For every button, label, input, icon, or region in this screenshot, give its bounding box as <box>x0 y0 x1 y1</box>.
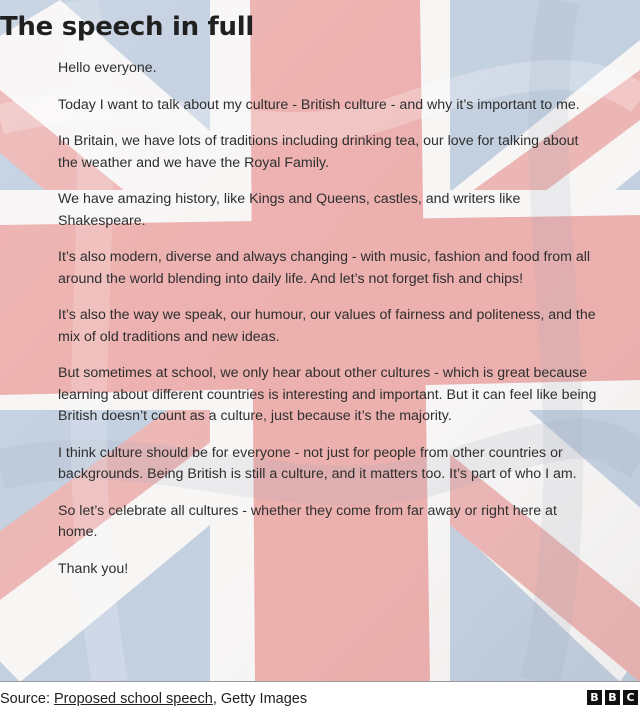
speech-paragraph: I think culture should be for everyone - not just for people from other countries or backgrounds. Being British is still a culture, and it matters too. It’s part of who I am. <box>58 444 577 482</box>
image-caption-footer <box>0 688 640 712</box>
footer-divider <box>0 681 640 682</box>
page-title: The speech in full <box>0 12 254 42</box>
speech-paragraph: Thank you! <box>58 560 129 577</box>
speech-paragraph: But sometimes at school, we only hear about other cultures - which is great because learning about different countries is interesting and important. But it can feel like being British doesn’t count as a culture, just because it’s the majority. <box>58 365 597 424</box>
speech-paragraph: In Britain, we have lots of traditions including drinking tea, our love for talking about the weather and we have the Royal Family. <box>58 133 579 171</box>
speech-paragraph: It’s also modern, diverse and always changing - with music, fashion and food from all around the world blending into daily life. And let’s not forget fish and chips! <box>58 249 591 287</box>
source-credit <box>0 691 307 707</box>
speech-paragraph: Hello everyone. <box>58 60 157 76</box>
source-link[interactable]: Proposed school speech <box>54 691 213 707</box>
source-suffix: , Getty Images <box>212 691 308 707</box>
bbc-logo-letter: B <box>605 690 620 705</box>
speech-paragraph: It’s also the way we speak, our humour, our values of fairness and politeness, and the mix of old traditions and new ideas. <box>58 307 596 345</box>
speech-paragraph: Today I want to talk about my culture - British culture - and why it’s important to me. <box>58 96 580 113</box>
speech-paragraph: We have amazing history, like Kings and Queens, castles, and writers like Shakespeare. <box>58 191 521 229</box>
bbc-logo-letter: B <box>587 690 602 705</box>
bbc-logo <box>587 690 638 705</box>
speech-paragraph: So let’s celebrate all cultures - whether they come from far away or right here at home. <box>58 502 557 540</box>
bbc-logo-letter: C <box>623 690 638 705</box>
source-prefix: Source: <box>0 691 54 707</box>
speech-text <box>58 58 598 595</box>
